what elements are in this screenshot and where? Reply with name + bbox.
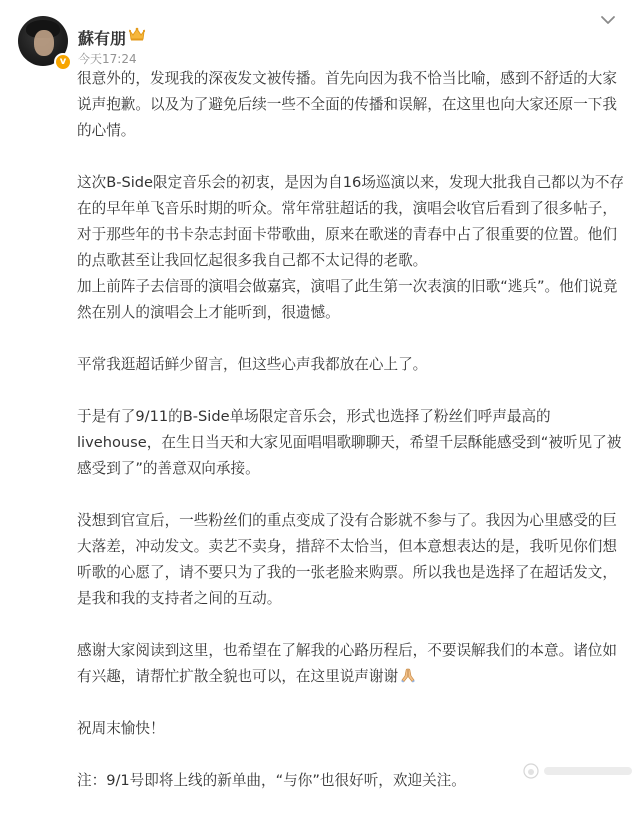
post-header xyxy=(0,0,640,72)
avatar-face xyxy=(34,30,54,56)
post-content xyxy=(77,66,625,820)
paragraph-with-emoji xyxy=(77,638,625,690)
post-time: 今天17:24 xyxy=(78,52,137,66)
crown-icon[interactable] xyxy=(128,26,146,42)
paragraph: 于是有了9/11的B-Side单场限定音乐会，形式也选择了粉丝们呼声最高的livehouse，在生日当天和大家见面唱唱歌聊聊天，希望千层酥能感受到“被听见了被感受到了”的善意双向承接。 xyxy=(77,408,622,477)
verified-v-icon: v xyxy=(54,53,72,71)
paragraph: 加上前阵子去信哥的演唱会做嘉宾，演唱了此生第一次表演的旧歌“逃兵”。他们说竟然在别人的演唱会上才能听到，很遗憾。 xyxy=(77,278,618,321)
weibo-watermark-icon xyxy=(522,762,636,780)
paragraph: 平常我逛超话鲜少留言，但这些心声我都放在心上了。 xyxy=(77,356,428,373)
author-name[interactable]: 蘇有朋 xyxy=(78,29,127,48)
chevron-down-icon[interactable] xyxy=(600,14,616,26)
paragraph: 祝周末愉快！ xyxy=(77,720,165,737)
paragraph: 这次B-Side限定音乐会的初衷，是因为自16场巡演以来，发现大批我自己都以为不存在的早年单飞音乐时期的听众。常年常驻超话的我，演唱会收官后看到了很多帖子，对于那些年的书卡杂志封面卡带歌曲，原来在歌迷的青春中占了很重要的位置。他们的点歌甚至让我回忆起很多我自己都不太记得的老歌。 xyxy=(77,174,625,269)
paragraph: 很意外的，发现我的深夜发文被传播。首先向因为我不恰当比喻，感到不舒适的大家说声抱歉。以及为了避免后续一些不全面的传播和误解，在这里也向大家还原一下我的心情。 xyxy=(77,70,617,139)
pray-icon xyxy=(400,667,416,683)
paragraph: 注：9/1号即将上线的新单曲，“与你”也很好听，欢迎关注。 xyxy=(77,772,466,789)
paragraph-text: 感谢大家阅读到这里，也希望在了解我的心路历程后，不要误解我们的本意。诸位如有兴趣，请帮忙扩散全貌也可以，在这里说声谢谢 xyxy=(77,642,617,685)
paragraph: 没想到官宣后，一些粉丝们的重点变成了没有合影就不参与了。我因为心里感受的巨大落差，冲动发文。卖艺不卖身，措辞不太恰当，但本意想表达的是，我听见你们想听歌的心愿了，请不要只为了我的一张老脸来购票。所以我也是选择了在超话发文，是我和我的支持者之间的互动。 xyxy=(77,512,617,607)
